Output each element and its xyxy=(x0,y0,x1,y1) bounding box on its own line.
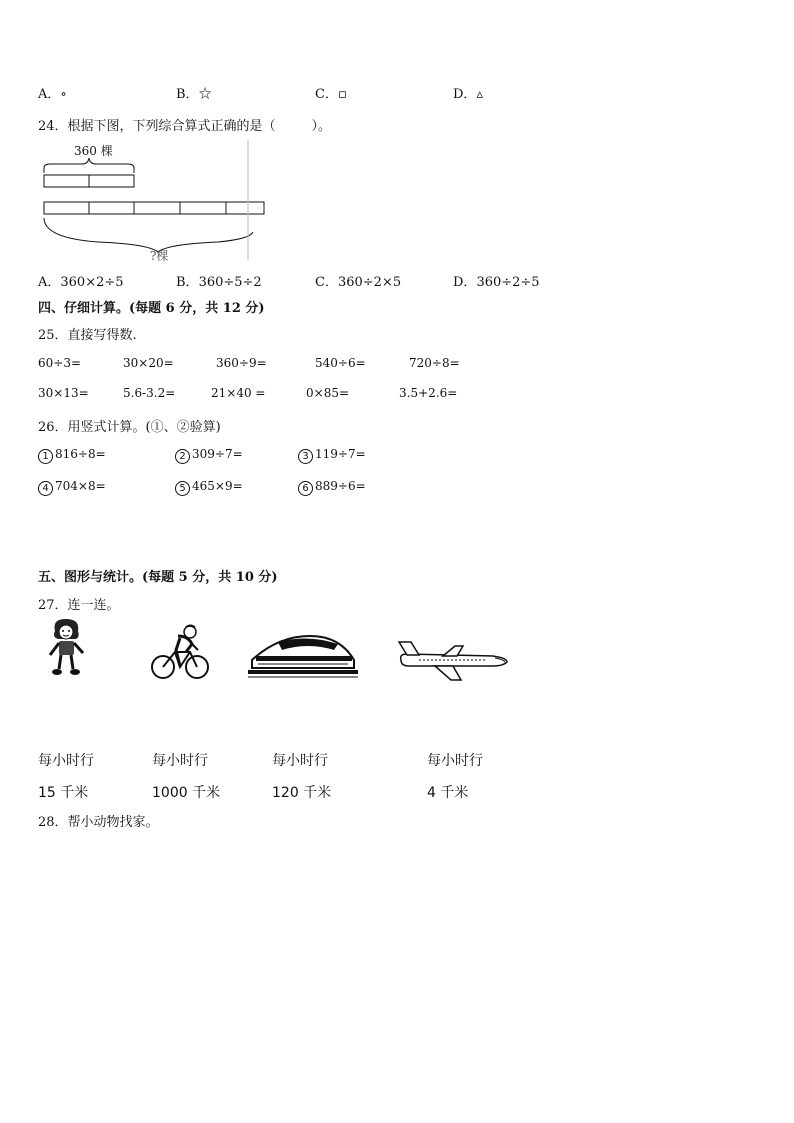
option-expr: 360×2÷5 xyxy=(60,275,124,290)
speed-value: 15 千米 xyxy=(38,785,89,801)
q26-item-5 xyxy=(175,479,243,496)
high-speed-train-icon xyxy=(248,630,358,680)
bottom-brace xyxy=(44,218,253,252)
q26-item-4 xyxy=(38,479,106,496)
speed-value: 4 千米 xyxy=(427,785,469,801)
option-symbol: ∘ xyxy=(60,87,67,102)
option-letter: C． xyxy=(315,87,338,102)
section-4-title: 四、仔细计算。(每题 6 分，共 12 分) xyxy=(38,301,265,316)
q25-item: 60÷3= xyxy=(38,356,82,370)
option-letter: B． xyxy=(176,275,199,290)
speed-label: 每小时行 xyxy=(38,753,94,769)
q26-item-1 xyxy=(38,447,106,464)
q25-item: 30×13= xyxy=(38,386,89,400)
q25-item: 0×85= xyxy=(306,386,350,400)
q24-stem-end: ）。 xyxy=(311,119,332,134)
speed-label: 每小时行 xyxy=(427,753,483,769)
q24-option-b xyxy=(176,271,262,290)
airplane-icon xyxy=(395,638,510,683)
item-expr: 309÷7= xyxy=(192,447,243,461)
q26-item-2 xyxy=(175,447,243,464)
bicycle-rider-icon xyxy=(150,622,210,682)
item-expr: 465×9= xyxy=(192,479,243,493)
option-symbol: ☆ xyxy=(198,87,212,102)
q25-item: 3.5+2.6= xyxy=(399,386,458,400)
item-number: 1 xyxy=(38,449,53,464)
section-5-title: 五、图形与统计。(每题 5 分，共 10 分) xyxy=(38,570,278,585)
q25-item: 30×20= xyxy=(123,356,174,370)
q26-item-6 xyxy=(298,479,366,496)
walking-child-icon xyxy=(46,617,88,679)
option-expr: 360÷2×5 xyxy=(337,275,402,290)
option-expr: 360÷5÷2 xyxy=(198,275,262,290)
speed-label: 每小时行 xyxy=(272,753,328,769)
q25-title: 25．直接写得数. xyxy=(38,328,137,343)
q23-option-b xyxy=(176,83,212,102)
bottom-bar xyxy=(44,202,264,214)
q24-bottom-label: ?棵 xyxy=(150,249,169,263)
item-number: 2 xyxy=(175,449,190,464)
item-number: 3 xyxy=(298,449,313,464)
q24-option-a xyxy=(38,271,124,290)
item-expr: 816÷8= xyxy=(55,447,106,461)
q24-option-c xyxy=(315,271,401,290)
option-expr: 360÷2÷5 xyxy=(476,275,540,290)
item-expr: 889÷6= xyxy=(315,479,366,493)
item-number: 6 xyxy=(298,481,313,496)
speed-value: 1000 千米 xyxy=(152,785,221,801)
q28-title: 28．帮小动物找家。 xyxy=(38,815,159,830)
q26-title: 26．用竖式计算。(①、②验算) xyxy=(38,420,221,435)
q24-stem xyxy=(38,115,331,134)
item-expr: 704×8= xyxy=(55,479,106,493)
option-letter: B． xyxy=(176,87,199,102)
q27-title: 27．连一连。 xyxy=(38,598,120,613)
q24-stem-text: 24．根据下图，下列综合算式正确的是（ xyxy=(38,119,276,134)
q24-line-diagram xyxy=(38,140,253,265)
option-letter: D． xyxy=(453,87,477,102)
q23-option-c xyxy=(315,83,347,102)
option-letter: C． xyxy=(315,275,338,290)
q26-item-3 xyxy=(298,447,366,464)
option-letter: D． xyxy=(453,275,477,290)
q25-item: 540÷6= xyxy=(315,356,366,370)
q25-item: 5.6-3.2= xyxy=(123,386,176,400)
item-expr: 119÷7= xyxy=(315,447,366,461)
q24-option-d xyxy=(453,271,540,290)
q25-item: 360÷9= xyxy=(216,356,267,370)
q25-item: 21×40 = xyxy=(211,386,266,400)
option-symbol: ▫ xyxy=(337,87,347,102)
q25-item: 720÷8= xyxy=(409,356,460,370)
speed-label: 每小时行 xyxy=(152,753,208,769)
option-letter: A． xyxy=(38,87,61,102)
item-number: 4 xyxy=(38,481,53,496)
speed-value: 120 千米 xyxy=(272,785,332,801)
item-number: 5 xyxy=(175,481,190,496)
q23-option-a xyxy=(38,83,67,102)
q24-top-label: 360 棵 xyxy=(74,144,113,158)
q23-option-d xyxy=(453,83,483,102)
option-symbol: ▵ xyxy=(476,87,483,102)
option-letter: A． xyxy=(38,275,61,290)
top-brace xyxy=(44,158,134,173)
